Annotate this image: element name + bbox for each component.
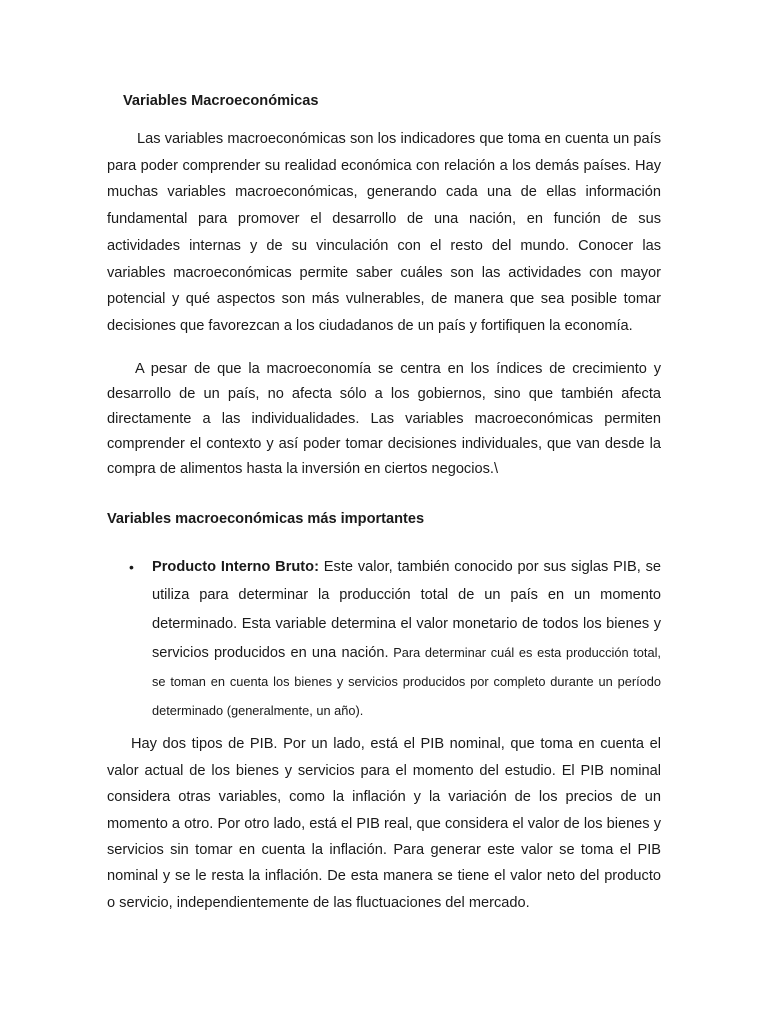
bullet-list	[107, 553, 661, 726]
bullet-marker: •	[129, 558, 134, 575]
document-body	[107, 90, 661, 916]
paragraph-pib-types: Hay dos tipos de PIB. Por un lado, está el PIB nominal, que toma en cuenta el valor actual de los bienes y servicios para el momento del estudio. El PIB nominal considera otras variables, como la inflación y la variación de los precios de un momento a otro. Por otro lado, está el PIB real, que considera el valor de los bienes y servicios sin tomar en cuenta la inflación. Para generar este valor se toma el PIB nominal y se le resta la inflación. De esta manera se tiene el valor neto del producto o servicio, independientemente de las fluctuaciones del mercado.	[107, 736, 661, 911]
bullet-item-pib	[107, 553, 661, 726]
bullet-term: Producto Interno Bruto:	[152, 558, 319, 575]
section-heading: Variables macroeconómicas más importantes	[107, 510, 425, 527]
document-title: Variables Macroeconómicas	[123, 93, 319, 109]
bullet-small-text: Para determinar cuál es esta producción total, se toman en cuenta los bienes y servicios producidos por completo durante un período determinado (generalmente, un año).	[152, 645, 661, 718]
bullet-text: Este valor, también conocido por sus siglas PIB, se utiliza para determinar la producción total de un país en un momento determinado. Esta variable determina el valor monetario de todos los bienes y servicios producidos en una nación.	[152, 558, 661, 662]
paragraph-context: A pesar de que la macroeconomía se centra en los índices de crecimiento y desarrollo de un país, no afecta sólo a los gobiernos, sino que también afecta directamente a las individualidades. Las variables macroeconómicas permiten comprender el contexto y así poder tomar decisiones individuales, que van desde la compra de alimentos hasta la inversión en ciertos negocios.\	[107, 360, 661, 477]
paragraph-intro: Las variables macroeconómicas son los indicadores que toma en cuenta un país para poder comprender su realidad económica con relación a los demás países. Hay muchas variables macroeconómicas, generando cada una de ellas información fundamental para promover el desarrollo de una nación, en función de sus actividades internas y de su vinculación con el resto del mundo. Conocer las variables macroeconómicas permite saber cuáles son las actividades con mayor potencial y qué aspectos son más vulnerables, de manera que sea posible tomar decisiones que favorezcan a los ciudadanos de un país y fortifiquen la economía.	[107, 131, 661, 334]
